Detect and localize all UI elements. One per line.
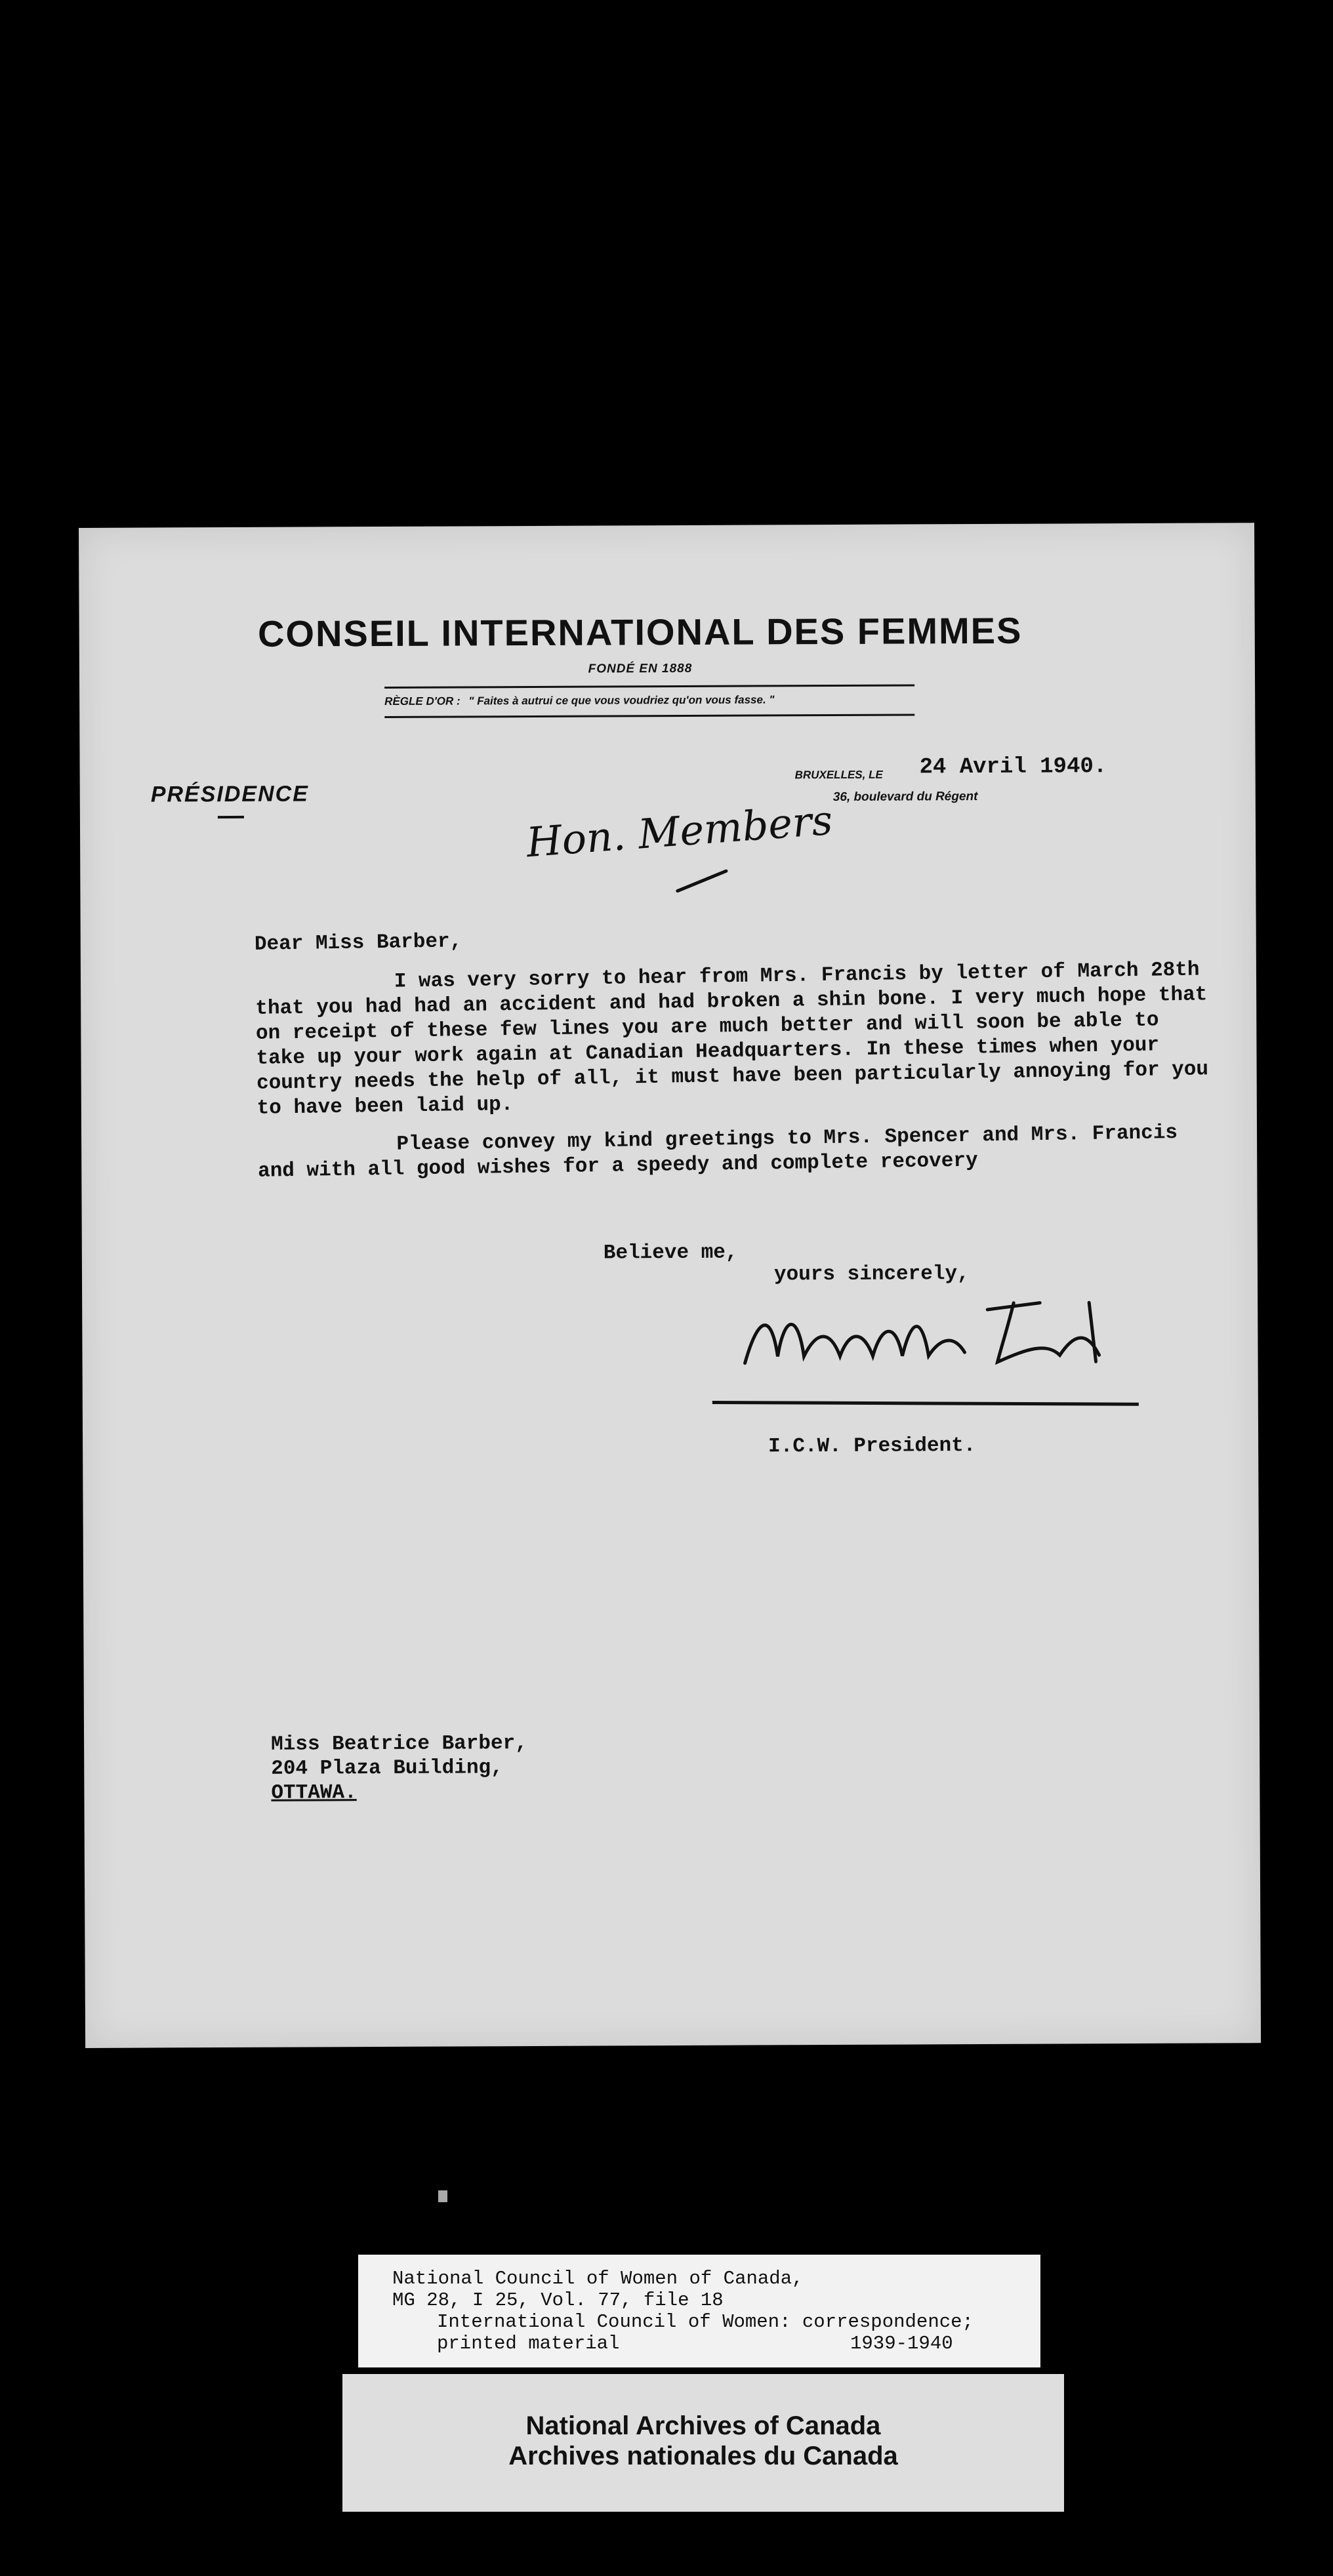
sender-address: 36, boulevard du Régent <box>832 790 978 804</box>
letter-date: 24 Avril 1940. <box>919 754 1107 780</box>
archives-french: Archives nationales du Canada <box>508 2442 898 2470</box>
recipient-city: OTTAWA. <box>271 1781 357 1805</box>
letter-body <box>254 918 1221 1184</box>
letter-page <box>79 523 1261 2048</box>
archive-label-line-2: MG 28, I 25, Vol. 77, file 18 <box>392 2289 724 2311</box>
archive-label-line-4a: printed material <box>437 2333 620 2354</box>
salutation: Dear Miss Barber, <box>254 930 462 956</box>
closing-yours: yours sincerely, <box>773 1262 970 1287</box>
golden-rule-text: " Faites à autrui ce que vous voudriez qu'on vous fasse. " <box>468 693 775 708</box>
handwritten-dash <box>676 869 729 893</box>
recipient-address: 204 Plaza Building, <box>271 1756 503 1781</box>
golden-rule-label: RÈGLE D'OR : <box>384 694 461 708</box>
recipient-name: Miss Beatrice Barber, <box>271 1732 527 1756</box>
archive-reference-label <box>358 2255 1040 2367</box>
scan-speck <box>438 2190 447 2202</box>
archive-label-line-3: International Council of Women: correspondence; <box>437 2311 974 2333</box>
closing-believe: Believe me, <box>603 1241 738 1265</box>
letterhead-title: CONSEIL INTERNATIONAL DES FEMMES <box>257 609 1023 654</box>
department-heading: PRÉSIDENCE <box>150 781 309 807</box>
paragraph-1: I was very sorry to hear from Mrs. Francis by letter of March 28th that you had had an accident and had broken a shin bone. I very much hope that on receipt of these few lines you are much better and will soon be able to take up your work again at Canadian Headquarters. In these times when your country needs the help of all, it must have been particularly annoying for you to have been laid up. <box>255 958 1221 1120</box>
archive-label-line-4b: 1939-1940 <box>850 2333 953 2354</box>
signer-title: I.C.W. President. <box>768 1434 976 1459</box>
signature-underline <box>712 1401 1139 1406</box>
handwritten-note: Hon. Members <box>524 795 834 867</box>
archive-label-line-1: National Council of Women of Canada, <box>392 2268 804 2289</box>
golden-rule <box>384 684 914 718</box>
department-dash <box>218 816 244 818</box>
paragraph-2: Please convey my kind greetings to Mrs. Spencer and Mrs. Francis and with all good wishes for a speedy and complete recovery <box>257 1121 1190 1183</box>
archives-english: National Archives of Canada <box>525 2411 881 2440</box>
recipient-block <box>271 1731 527 1805</box>
letterhead-founded: FONDÉ EN 1888 <box>588 661 693 676</box>
city-label: BRUXELLES, LE <box>794 768 883 782</box>
national-archives-stamp <box>342 2374 1064 2512</box>
handwritten-signature <box>731 1289 1126 1383</box>
